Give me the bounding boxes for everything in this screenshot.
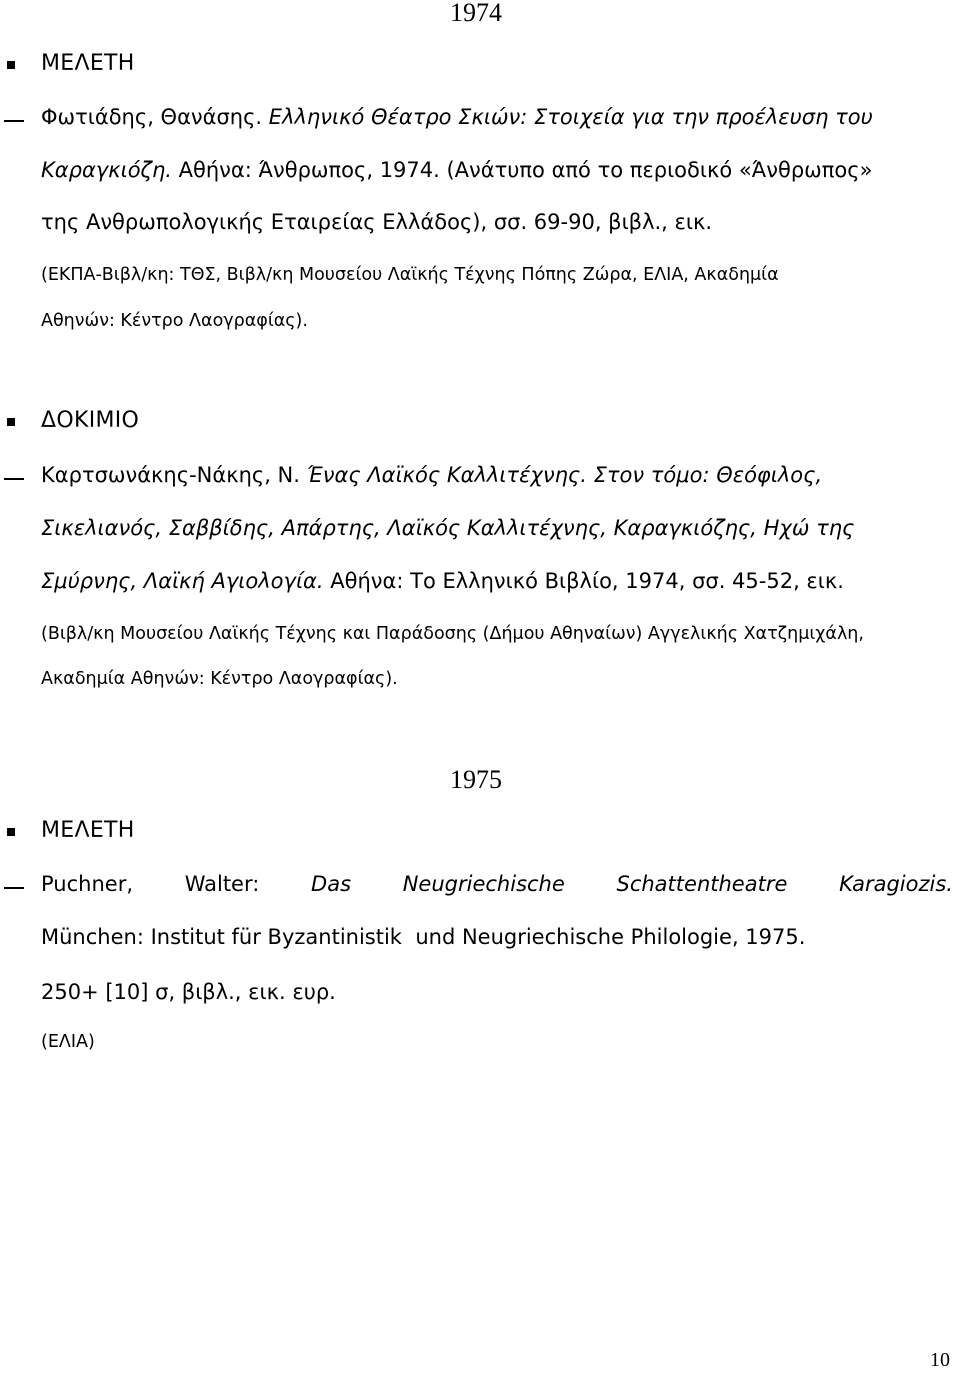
entry-holdings: (Βιβλ/κη Μουσείου Λαϊκής Τέχνης και Παράδοσης (Δήμου Αθηναίων) Αγγελικής Χατζημιχάλη, [41,624,864,644]
entry-line [41,105,955,129]
year-heading-1974: 1974 [450,0,502,27]
entry-publication: München: Institut für Byzantinistik und Neugriechische Philologie, 1975. [41,925,806,949]
bullet-icon [7,418,15,426]
bullet-icon [7,828,15,836]
dash-icon [4,120,24,122]
category-heading-study: ΜΕΛΕΤΗ [41,51,135,76]
entry-line: Σικελιανός, Σαββίδης, Απάρτης, Λαϊκός Καλλιτέχνης, Καραγκιόζης, Ηχώ της [41,516,855,540]
entry-in-part: Στον τόμο: Θεόφιλος, [593,463,823,487]
entry-author: Καρτσωνάκης-Νάκης, Ν. [41,463,300,487]
entry-holdings: (ΕΚΠΑ-Βιβλ/κη: ΤΘΣ, Βιβλ/κη Μουσείου Λαϊκής Τέχνης Πόπης Ζώρα, ΕΛΙΑ, Ακαδημία [41,265,779,285]
entry-line: της Ανθρωπολογικής Εταιρείας Ελλάδος), σσ. 69-90, βιβλ., εικ. [41,210,713,234]
entry-title: Neugriechische [402,872,565,896]
bullet-icon [7,61,15,69]
entry-title: Ένας Λαϊκός Καλλιτέχνης. [306,463,587,487]
entry-author: Puchner, [41,872,133,896]
entry-holdings: Αθηνών: Κέντρο Λαογραφίας). [41,311,308,331]
dash-icon [4,887,24,889]
entry-title-end: Σμύρνης, Λαϊκή Αγιολογία. [41,569,324,593]
page-number: 10 [930,1349,950,1371]
entry-title: Ελληνικό Θέατρο Σκιών: Στοιχεία για την προέλευση του [268,105,873,129]
entry-author: Φωτιάδης, Θανάσης. [41,105,263,129]
dash-icon [4,478,24,480]
entry-line [41,158,872,182]
entry-title: Karagiozis. [839,872,953,896]
entry-title: Schattentheatre [616,872,788,896]
entry-line [41,463,822,487]
entry-publication: Αθήνα: Άνθρωπος, 1974. (Ανάτυπο από το περιοδικό «Άνθρωπος» [178,158,873,182]
entry-line: 250+ [10] σ, βιβλ., εικ. ευρ. [41,980,336,1004]
entry-line [41,569,844,593]
category-heading-essay: ΔΟΚΙΜΙΟ [41,408,140,433]
entry-publication: Αθήνα: Το Ελληνικό Βιβλίο, 1974, σσ. 45-52, εικ. [330,569,844,593]
category-heading-study: ΜΕΛΕΤΗ [41,818,135,843]
entry-title-end: Καραγκιόζη. [41,158,172,182]
entry-holdings: Ακαδημία Αθηνών: Κέντρο Λαογραφίας). [41,669,398,689]
entry-holdings: (ΕΛΙΑ) [41,1032,95,1052]
entry-line [41,872,953,896]
entry-title: Das [311,872,352,896]
entry-author: Walter: [184,872,260,896]
year-heading-1975: 1975 [450,765,502,794]
